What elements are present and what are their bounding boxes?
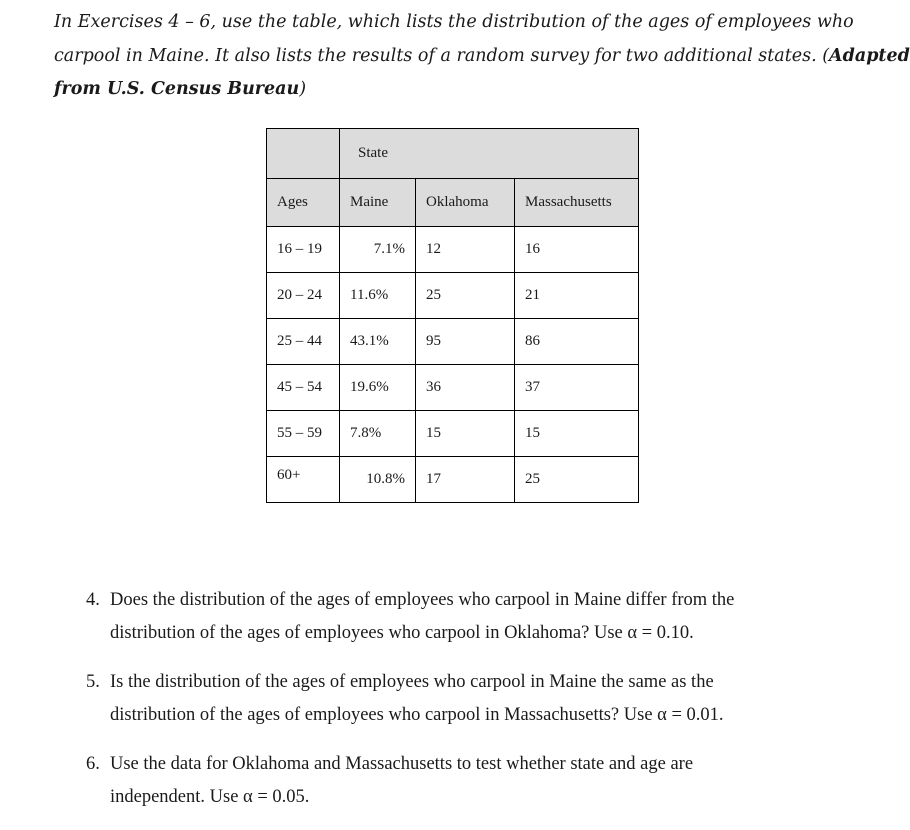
table-corner-cell: [267, 129, 340, 179]
maine-cell: 10.8%: [340, 457, 416, 503]
exercise-text-line-2: distribution of the ages of employees who carpool in Massachusetts? Use α = 0.01.: [110, 705, 724, 725]
age-distribution-table: [266, 128, 639, 503]
table-header-row-columns: [267, 179, 639, 227]
column-header-ages: Ages: [267, 179, 340, 227]
exercise-text-line-2: independent. Use α = 0.05.: [110, 787, 310, 807]
massachusetts-cell: 25: [515, 457, 639, 503]
intro-line-3-end: ): [299, 79, 307, 99]
table-row: [267, 273, 639, 319]
table-row: [267, 319, 639, 365]
age-cell: 20 – 24: [267, 273, 340, 319]
massachusetts-cell: 21: [515, 273, 639, 319]
massachusetts-cell: 15: [515, 411, 639, 457]
maine-cell: 11.6%: [340, 273, 416, 319]
maine-cell: 43.1%: [340, 319, 416, 365]
oklahoma-cell: 36: [416, 365, 515, 411]
intro-source-bold-2: from U.S. Census Bureau: [54, 79, 300, 99]
table-row: [267, 227, 639, 273]
column-header-oklahoma: Oklahoma: [416, 179, 515, 227]
oklahoma-cell: 15: [416, 411, 515, 457]
age-cell: 25 – 44: [267, 319, 340, 365]
exercise-item: [86, 584, 826, 650]
age-cell: 45 – 54: [267, 365, 340, 411]
table-header-row-state: [267, 129, 639, 179]
intro-line-1: In Exercises 4 – 6, use the table, which lists the distribution of the ages of employees who: [54, 12, 854, 32]
exercise-text-line-1: Use the data for Oklahoma and Massachusetts to test whether state and age are: [110, 754, 694, 774]
maine-cell: 19.6%: [340, 365, 416, 411]
massachusetts-cell: 16: [515, 227, 639, 273]
column-header-maine: Maine: [340, 179, 416, 227]
age-cell: 55 – 59: [267, 411, 340, 457]
exercise-number: 6.: [86, 754, 100, 774]
massachusetts-cell: 37: [515, 365, 639, 411]
intro-line-2: [54, 40, 910, 74]
age-cell: 16 – 19: [267, 227, 340, 273]
intro-line-2-text: carpool in Maine. It also lists the results of a random survey for two additional states. (: [54, 45, 830, 66]
oklahoma-cell: 17: [416, 457, 515, 503]
exercise-number: 4.: [86, 590, 100, 610]
table-row: [267, 365, 639, 411]
oklahoma-cell: 25: [416, 273, 515, 319]
column-header-massachusetts: Massachusetts: [515, 179, 639, 227]
state-header: State: [340, 129, 639, 179]
intro-line-3: [54, 73, 854, 107]
exercise-text-line-1: Does the distribution of the ages of employees who carpool in Maine differ from the: [110, 590, 735, 610]
oklahoma-cell: 95: [416, 319, 515, 365]
massachusetts-cell: 86: [515, 319, 639, 365]
intro-source-bold-1: Adapted: [829, 45, 910, 66]
age-cell: 60+: [267, 457, 340, 503]
table-row: [267, 457, 639, 503]
table-row: [267, 411, 639, 457]
exercise-list: [86, 584, 826, 830]
exercise-item: [86, 666, 826, 732]
intro-paragraph: [54, 6, 910, 107]
exercise-number: 5.: [86, 672, 100, 692]
maine-cell: 7.8%: [340, 411, 416, 457]
oklahoma-cell: 12: [416, 227, 515, 273]
exercise-text-line-2: distribution of the ages of employees who carpool in Oklahoma? Use α = 0.10.: [110, 623, 694, 643]
exercise-text-line-1: Is the distribution of the ages of employees who carpool in Maine the same as the: [110, 672, 714, 692]
maine-cell: 7.1%: [340, 227, 416, 273]
exercise-item: [86, 748, 826, 814]
